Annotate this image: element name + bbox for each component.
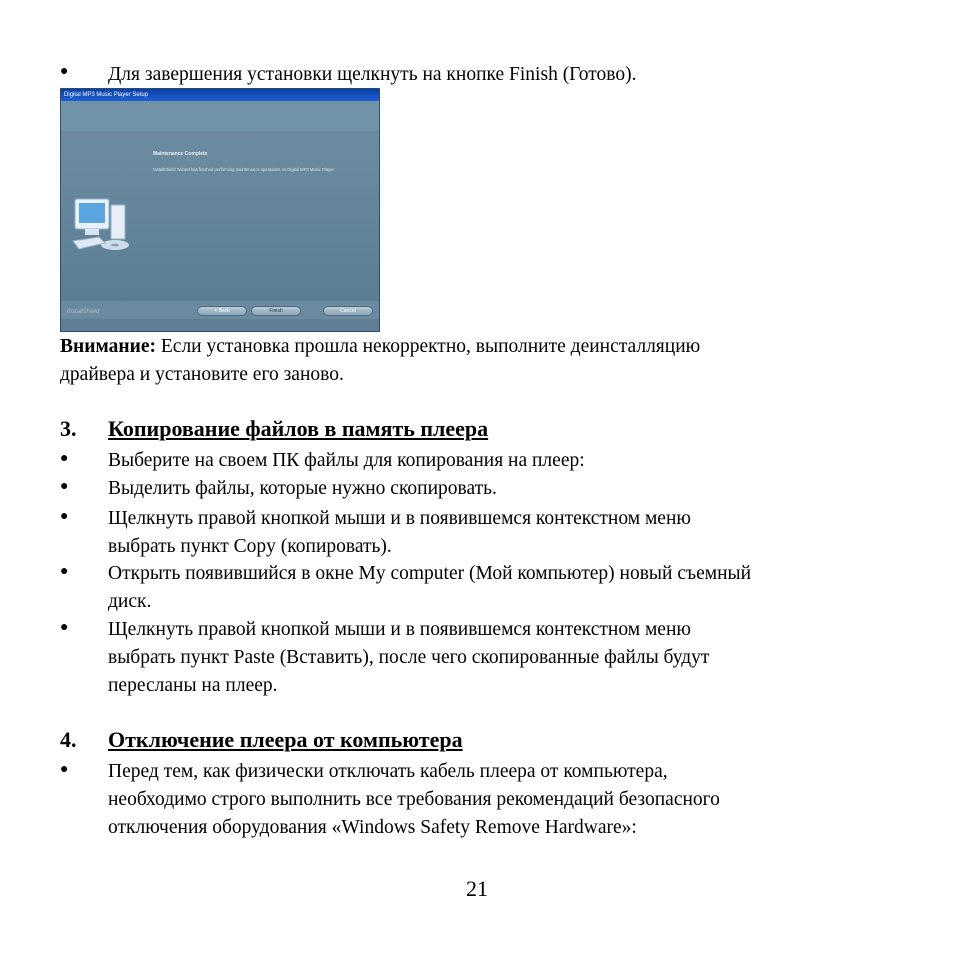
setup-screenshot <box>60 88 380 332</box>
list-item: Открыть появившийся в окне My computer (Мой компьютер) новый съемный <box>108 563 752 584</box>
list-item-cont: необходимо строго выполнить все требования рекомендаций безопасного <box>108 789 720 810</box>
cancel-button[interactable]: Cancel <box>323 306 373 316</box>
window-body <box>61 101 379 319</box>
list-item-cont: отключения оборудования «Windows Safety Remove Hardware»: <box>108 817 637 838</box>
bullet-dot: ● <box>60 509 69 524</box>
window-footer <box>61 301 379 319</box>
section-3-title: Копирование файлов в память плеера <box>108 416 489 441</box>
window-title: Digital MP3 Music Player Setup <box>61 89 379 101</box>
window-text: InstallShield Wizard has finished performing maintenance operations on Digital MP3 Music Player. <box>153 167 335 172</box>
warning-line-2: драйвера и установите его заново. <box>60 364 344 385</box>
bullet-dot: ● <box>60 64 69 79</box>
warning-line-1 <box>60 333 700 361</box>
window-banner <box>61 101 379 131</box>
window-heading: Maintenance Complete <box>153 151 208 157</box>
section-4-title: Отключение плеера от компьютера <box>108 727 463 752</box>
bullet-text: Для завершения установки щелкнуть на кнопке Finish (Готово). <box>108 64 637 85</box>
list-item: Щелкнуть правой кнопкой мыши и в появившемся контекстном меню <box>108 508 691 529</box>
list-item-cont: выбрать пункт Copy (копировать). <box>108 536 392 557</box>
bullet-dot: ● <box>60 620 69 635</box>
bullet-dot: ● <box>60 564 69 579</box>
bullet-dot: ● <box>60 479 69 494</box>
list-item: Выберите на своем ПК файлы для копирования на плеер: <box>108 450 585 471</box>
list-item-cont: диск. <box>108 591 152 612</box>
list-item-cont: выбрать пункт Paste (Вставить), после чего скопированные файлы будут <box>108 647 710 668</box>
section-4-number: 4. <box>60 727 77 752</box>
back-button[interactable]: < Back <box>197 306 247 316</box>
section-3-number: 3. <box>60 416 77 441</box>
list-item-cont: пересланы на плеер. <box>108 675 278 696</box>
page-number: 21 <box>466 876 488 901</box>
bullet-dot: ● <box>60 451 69 466</box>
installshield-brand: InstallShield <box>67 309 100 315</box>
computer-icon <box>71 197 133 253</box>
list-item: Щелкнуть правой кнопкой мыши и в появившемся контекстном меню <box>108 619 691 640</box>
warning-text: Если установка прошла некорректно, выполните деинсталляцию <box>156 336 701 357</box>
finish-button[interactable]: Finish <box>251 306 301 316</box>
bullet-dot: ● <box>60 762 69 777</box>
list-item: Выделить файлы, которые нужно скопировать. <box>108 478 497 499</box>
warning-label: Внимание: <box>60 336 156 357</box>
list-item: Перед тем, как физически отключать кабель плеера от компьютера, <box>108 761 668 782</box>
